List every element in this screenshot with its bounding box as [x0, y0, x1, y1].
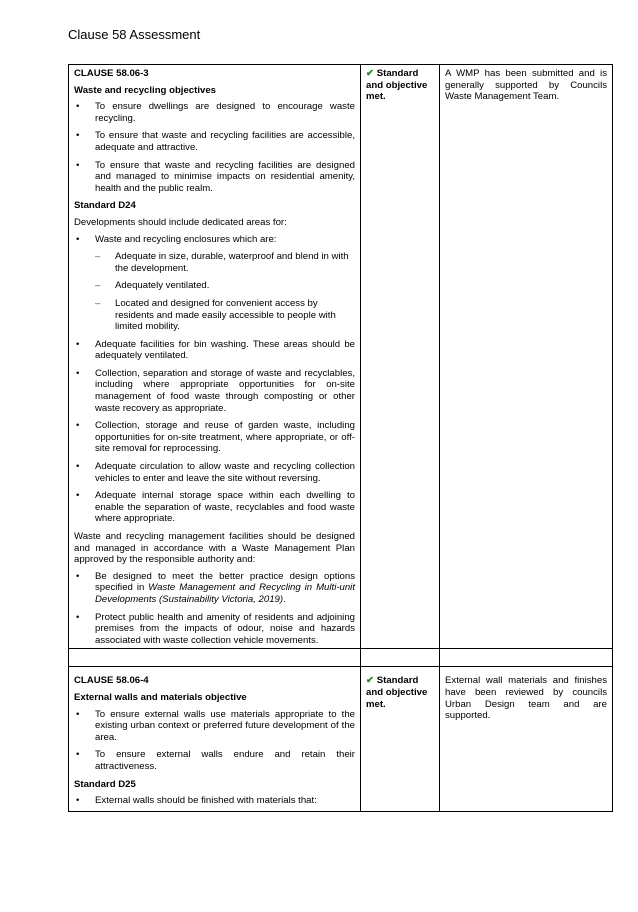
page-title: Clause 58 Assessment [68, 27, 201, 42]
bullet-icon: • [76, 611, 80, 623]
list-item: • Be designed to meet the better practice design options specified in Waste Management and Recycling in Multi-unit Developments (Sustainability Victoria, 2019). [76, 570, 355, 605]
standard-intro: Developments should include dedicated areas for: [74, 216, 287, 228]
bullet-icon: • [76, 708, 80, 720]
standard-heading: Standard D25 [74, 778, 136, 790]
status-cell [361, 65, 440, 649]
clause-number: CLAUSE 58.06-4 [74, 675, 149, 687]
bullet-icon: • [76, 159, 80, 171]
comment-cell [440, 667, 613, 811]
comment-text: External wall materials and finishes have been reviewed by councils Urban Design team and are supported. [445, 675, 607, 722]
list-item: • To ensure that waste and recycling facilities are designed and managed to minimise impacts on residential amenity, health and the public realm. [76, 159, 355, 194]
sub-list-item: – Adequately ventilated. [95, 280, 210, 292]
list-item: • Adequate facilities for bin washing. These areas should be adequately ventilated. [76, 338, 355, 362]
management-paragraph: Waste and recycling management facilities should be designed and managed in accordance with a Waste Management Plan approved by the responsible authority and: [74, 531, 355, 566]
objectives-list [74, 709, 355, 773]
bullet-icon: • [76, 795, 80, 807]
bullet-icon: • [76, 420, 80, 432]
bullet-icon: • [76, 130, 80, 142]
list-item: • To ensure external walls endure and retain their attractiveness. [76, 749, 355, 772]
objectives-heading: Waste and recycling objectives [74, 84, 217, 96]
table-row [69, 667, 613, 811]
assessment-table [68, 64, 613, 812]
standard-list [74, 234, 355, 525]
bullet-icon: • [76, 367, 80, 379]
list-item: • External walls should be finished with materials that: [76, 795, 317, 807]
standard-list [74, 795, 355, 807]
comment-text: A WMP has been submitted and is generally supported by Councils Waste Management Team. [445, 68, 607, 103]
dash-icon: – [95, 280, 101, 292]
bullet-icon: • [76, 570, 80, 582]
list-item: • Collection, storage and reuse of garden waste, including opportunities for on-site treatment, where appropriate, or off-site removal for reprocessing. [76, 420, 355, 455]
publication-title: Waste Management and Recycling in Multi-unit Developments (Sustainability Victoria, 2019) [95, 582, 355, 605]
bullet-icon: • [76, 461, 80, 473]
requirement-cell [69, 667, 361, 811]
list-item: • To ensure external walls use materials appropriate to the existing urban context or preferred future development of the area. [76, 708, 355, 743]
list-item: • Adequate internal storage space within each dwelling to enable the separation of waste, recyclables and food waste where appropriate. [76, 490, 355, 525]
list-item: • Collection, separation and storage of waste and recyclables, including where appropriate opportunities for on-site management of food waste through composting or other waste recovery as appropriate. [76, 367, 355, 414]
list-item: • Waste and recycling enclosures which are: – Adequate in size, durable, waterproof and blend in with the development. – Adequately ventilated. – Located and designed for convenient access by residents and made easily accessible to people with limited mobility. [74, 234, 355, 333]
sub-list-item: – Located and designed for convenient access by residents and made easily accessible to people with limited mobility. [95, 297, 336, 333]
bullet-icon: • [76, 233, 80, 245]
clause-number: CLAUSE 58.06-3 [74, 68, 149, 79]
check-icon: ✔ [366, 675, 375, 687]
status-text: ✔ Standard and objective met. [366, 675, 428, 710]
management-list [74, 571, 355, 647]
standard-heading: Standard D24 [74, 200, 136, 212]
check-icon: ✔ [366, 68, 375, 79]
bullet-icon: • [76, 749, 80, 761]
list-item: • To ensure that waste and recycling facilities are accessible, adequate and attractive. [76, 130, 355, 153]
objectives-heading: External walls and materials objective [74, 691, 247, 703]
bullet-icon: • [76, 101, 80, 113]
comment-cell [440, 65, 613, 649]
bullet-icon: • [76, 338, 80, 350]
spacer-row [69, 649, 613, 667]
dash-icon: – [95, 297, 101, 309]
sub-list-item: – Adequate in size, durable, waterproof and blend in with the development. [95, 251, 349, 274]
requirement-cell [69, 65, 361, 649]
list-item: • Protect public health and amenity of residents and adjoining premises from the impacts of odour, noise and hazards associated with waste collection vehicle movements. [76, 611, 355, 646]
sub-list [95, 251, 355, 333]
bullet-icon: • [76, 490, 80, 502]
list-item: • Adequate circulation to allow waste and recycling collection vehicles to enter and leave the site without reversing. [76, 461, 355, 484]
objectives-list [74, 101, 355, 194]
list-item: • To ensure dwellings are designed to encourage waste recycling. [76, 101, 355, 124]
status-cell [361, 667, 440, 811]
dash-icon: – [95, 251, 101, 263]
table-row [69, 65, 613, 649]
status-text: ✔ Standard and objective met. [366, 68, 428, 103]
